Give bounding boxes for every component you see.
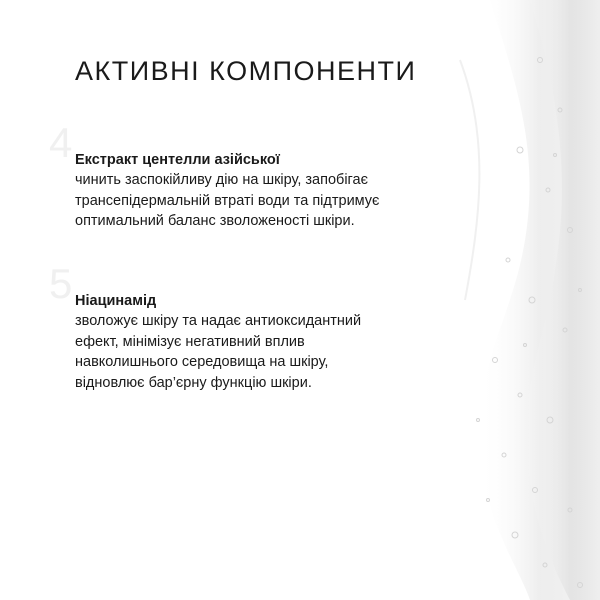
component-number: 5 xyxy=(49,260,73,307)
component-block xyxy=(49,119,475,232)
component-name: Екстракт центелли азійської xyxy=(75,152,280,168)
component-block xyxy=(49,260,475,393)
component-name: Ніацинамід xyxy=(75,293,157,309)
component-description: чинить заспокійливу дію на шкіру, запобігає трансепідермальній втраті води та підтримує оптимальний баланс зволоженості шкіри. xyxy=(75,172,380,229)
component-description: зволожує шкіру та надає антиоксидантний ефект, мінімізує негативний вплив навколишнього середовища на шкіру, відновлює бар’єрну функцію шкіри. xyxy=(75,313,362,391)
page-title: АКТИВНІ КОМПОНЕНТИ xyxy=(75,56,417,86)
component-number: 4 xyxy=(49,119,73,166)
